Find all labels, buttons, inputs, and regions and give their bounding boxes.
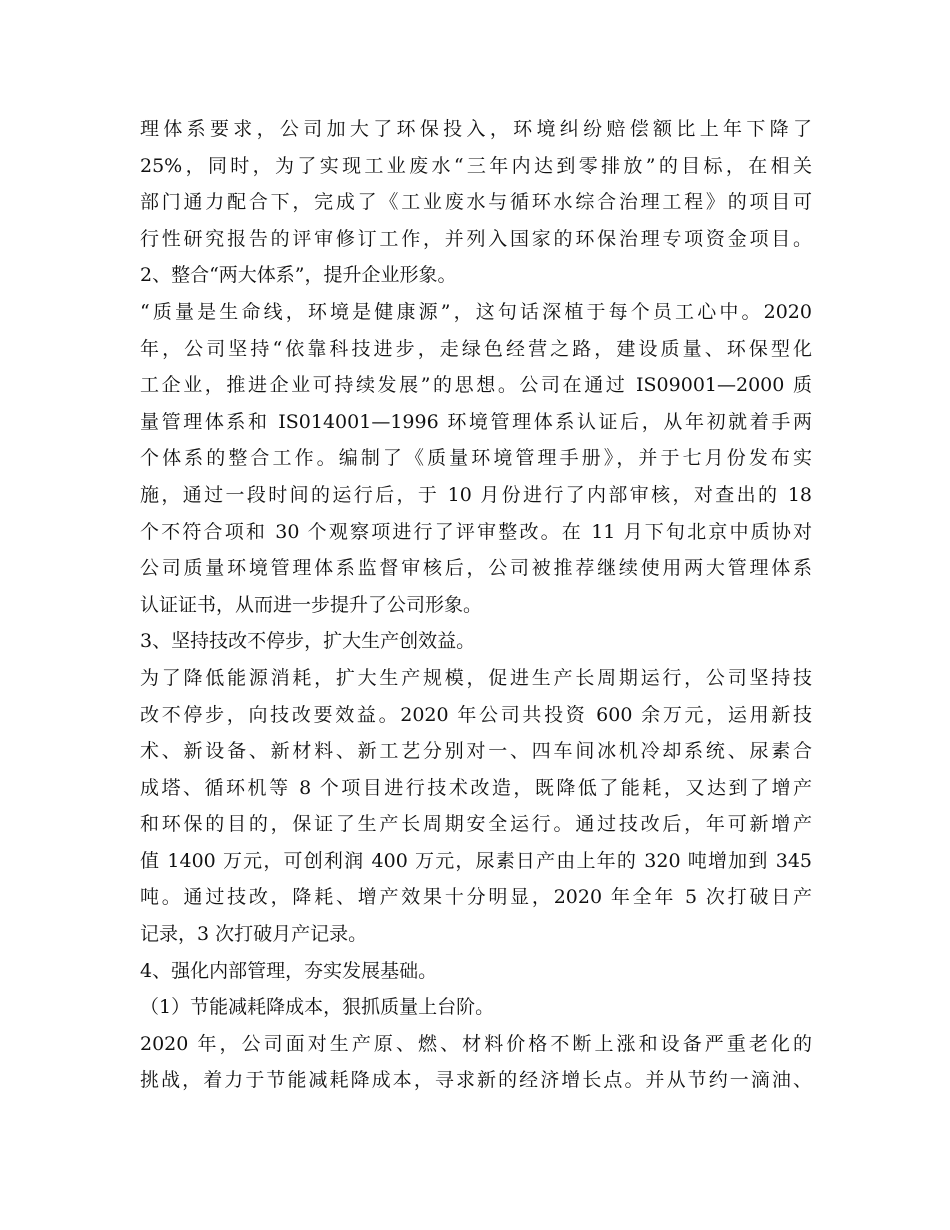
text-line: 记录，3 次打破月产记录。 <box>140 923 368 946</box>
text-line: 为了降低能源消耗，扩大生产规模，促进生产长周期运行，公司坚持技 <box>140 666 812 689</box>
text-line: 改不停步，向技改要效益。2020 年公司共投资 600 余万元，运用新技 <box>140 703 812 726</box>
text-line: 公司质量环境管理体系监督审核后，公司被推荐继续使用两大管理体系 <box>140 557 812 580</box>
text-line: 个体系的整合工作。编制了《质量环境管理手册》，并于七月份发布实 <box>140 447 812 470</box>
text-line: 术、新设备、新材料、新工艺分别对一、四车间冰机冷却系统、尿素合 <box>140 740 812 763</box>
text-line: 挑战，着力于节能减耗降成本，寻求新的经济增长点。并从节约一滴油、 <box>140 1069 812 1092</box>
text-line: 行性研究报告的评审修订工作，并列入国家的环保治理专项资金项目。 <box>140 227 812 250</box>
text-line: 2020 年，公司面对生产原、燃、材料价格不断上涨和设备严重老化的 <box>140 1032 812 1055</box>
text-line: 年，公司坚持“依靠科技进步，走绿色经营之路，建设质量、环保型化 <box>140 337 812 360</box>
text-line: 工企业，推进企业可持续发展”的思想。公司在通过 IS09001—2000 质 <box>140 374 812 397</box>
text-line: 个不符合项和 30 个观察项进行了评审整改。在 11 月下旬北京中质协对 <box>140 520 812 543</box>
text-line: 25%，同时，为了实现工业废水“三年内达到零排放”的目标，在相关 <box>140 154 812 177</box>
subsection-heading: （1）节能减耗降成本，狠抓质量上台阶。 <box>140 996 495 1019</box>
text-line: 成塔、循环机等 8 个项目进行技术改造，既降低了能耗，又达到了增产 <box>140 776 812 799</box>
text-line: 部门通力配合下，完成了《工业废水与循环水综合治理工程》的项目可 <box>140 191 812 214</box>
text-line: 理体系要求，公司加大了环保投入，环境纠纷赔偿额比上年下降了 <box>140 118 812 140</box>
section-heading: 3、坚持技改不停步，扩大生产创效益。 <box>140 630 476 653</box>
text-line: 吨。通过技改，降耗、增产效果十分明显，2020 年全年 5 次打破日产 <box>140 886 812 909</box>
text-line: 和环保的目的，保证了生产长周期安全运行。通过技改后，年可新增产 <box>140 813 812 836</box>
document-body <box>140 111 812 1099</box>
section-heading: 4、强化内部管理，夯实发展基础。 <box>140 959 438 982</box>
text-line: 值 1400 万元，可创利润 400 万元，尿素日产由上年的 320 吨增加到 345 <box>140 849 812 872</box>
text-line: 认证证书，从而进一步提升了公司形象。 <box>140 593 483 616</box>
text-line: “质量是生命线，环境是健康源”，这句话深植于每个员工心中。2020 <box>140 300 812 323</box>
text-line: 量管理体系和 IS014001—1996 环境管理体系认证后，从年初就着手两 <box>140 410 812 433</box>
section-heading: 2、整合“两大体系”，提升企业形象。 <box>140 264 457 287</box>
text-line: 施，通过一段时间的运行后，于 10 月份进行了内部审核，对查出的 18 <box>140 483 812 506</box>
